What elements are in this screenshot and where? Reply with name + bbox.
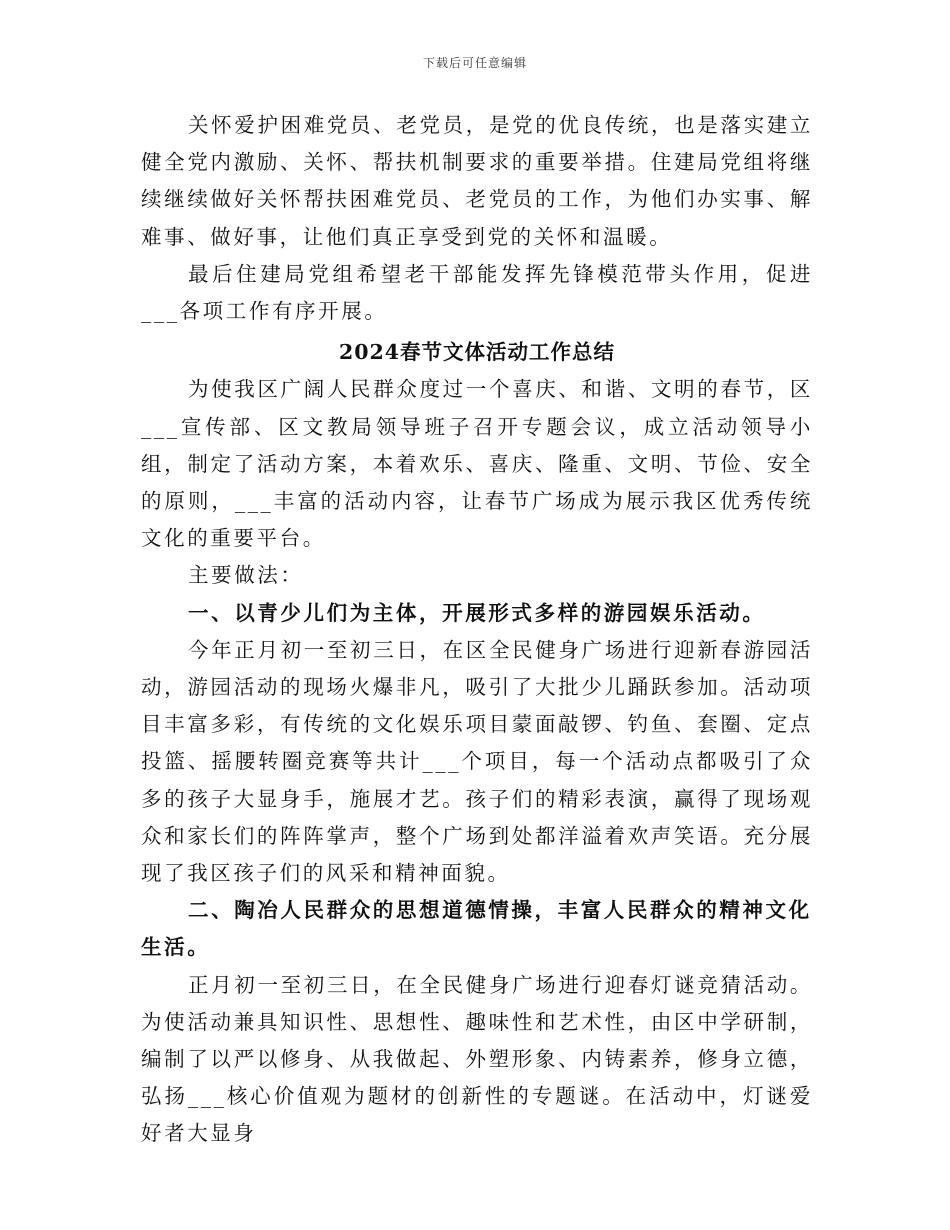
main-methods-label: 主要做法：: [188, 563, 304, 588]
summary-paragraph: 为使我区广阔人民群众度过一个喜庆、和谐、文明的春节，区___宣传部、区文教局领导班子召开专题会议，成立活动领导小组，制定了活动方案，本着欢乐、喜庆、隆重、文明、节俭、安全的原则，___丰富的活动内容，让春节广场成为展示我区优秀传统文化的重要平台。: [141, 377, 813, 551]
document-body: [141, 107, 813, 1153]
intro-paragraph-2: 最后住建局党组希望老干部能发挥先锋模范带头作用，促进___各项工作有序开展。: [141, 261, 813, 324]
section-1-paragraph: 今年正月初一至初三日，在区全民健身广场进行迎新春游园活动，游园活动的现场火爆非凡，吸引了大批少儿踊跃参加。活动项目丰富多彩，有传统的文化娱乐项目蒙面敲锣、钓鱼、套圈、定点投篮、摇腰转圈竞赛等共计___个项目，每一个活动点都吸引了众多的孩子大显身手，施展才艺。孩子们的精彩表演，赢得了现场观众和家长们的阵阵掌声，整个广场到处都洋溢着欢声笑语。充分展现了我区孩子们的风采和精神面貌。: [141, 637, 813, 886]
section-2-paragraph: 正月初一至初三日，在全民健身广场进行迎春灯谜竞猜活动。为使活动兼具知识性、思想性、趣味性和艺术性，由区中学研制，编制了以严以修身、从我做起、外塑形象、内铸素养，修身立德，弘扬___核心价值观为题材的创新性的专题谜。在活动中，灯谜爱好者大显身: [141, 972, 813, 1146]
header-note: 下载后可任意编辑: [422, 56, 527, 70]
intro-paragraph-1: 关怀爱护困难党员、老党员，是党的优良传统，也是落实建立健全党内激励、关怀、帮扶机制要求的重要举措。住建局党组将继续继续做好关怀帮扶困难党员、老党员的工作，为他们办实事、解难事、做好事，让他们真正享受到党的关怀和温暖。: [141, 113, 813, 249]
section-2-heading: 二、陶冶人民群众的思想道德情操，丰富人民群众的精神文化生活。: [141, 898, 812, 960]
document-title: 2024春节文体活动工作总结: [338, 340, 616, 365]
section-1-heading: 一、以青少儿们为主体，开展形式多样的游园娱乐活动。: [188, 600, 766, 625]
